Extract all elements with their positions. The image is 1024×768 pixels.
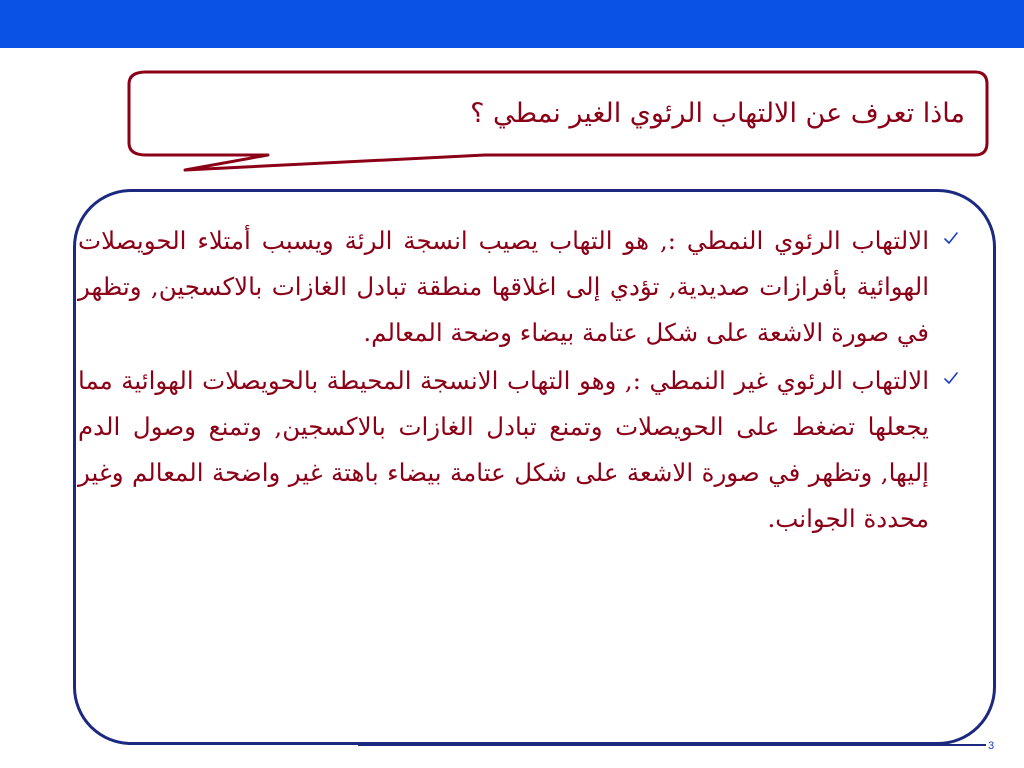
bullet-text: الالتهاب الرئوي غير النمطي :, وهو التهاب الانسجة المحيطة بالحويصلات الهوائية مما يجعلها تضغط على الحويصلات وتمنع تبادل الغازات بالاكسجين, وتمنع وصول الدم إليها, وتظهر في صورة الاشعة على شكل عتامة بيضاء باهتة غير واضحة المعالم وغير محددة الجوانب. xyxy=(78,366,929,533)
slide-title: ماذا تعرف عن الالتهاب الرئوي الغير نمطي ؟ xyxy=(470,98,965,129)
list-item xyxy=(78,218,965,356)
bullet-list xyxy=(78,218,965,544)
bullet-text: الالتهاب الرئوي النمطي :, هو التهاب يصيب انسجة الرئة ويسبب أمتلاء الحويصلات الهوائية بأفرازات صديدية, تؤدي إلى اغلاقها منطقة تبادل الغازات بالاكسجين, وتظهر في صورة الاشعة على شكل عتامة بيضاء وضحة المعالم. xyxy=(78,226,929,347)
checkmark-icon xyxy=(943,370,959,386)
list-item xyxy=(78,358,965,542)
footer-divider xyxy=(358,744,986,746)
page-number: 3 xyxy=(988,740,995,752)
checkmark-icon xyxy=(943,230,959,246)
